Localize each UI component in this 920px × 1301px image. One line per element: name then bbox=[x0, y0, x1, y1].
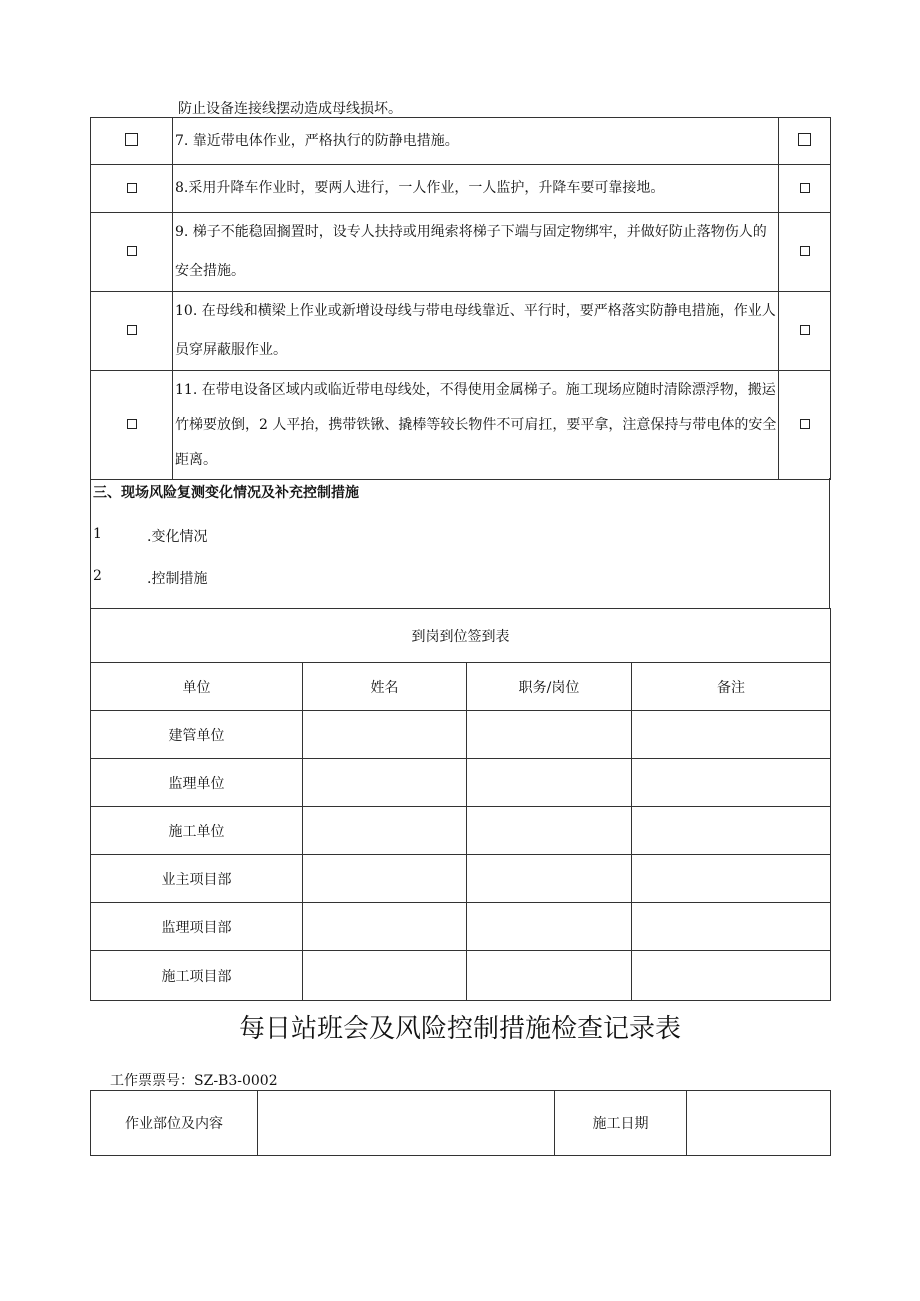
measure-row bbox=[91, 165, 831, 213]
ticket-label: 工作票票号： bbox=[110, 1073, 194, 1089]
measure-text: 7. 靠近带电体作业，严格执行的防静电措施。 bbox=[173, 118, 779, 165]
table-row bbox=[91, 759, 831, 807]
unit-cell: 业主项目部 bbox=[91, 855, 303, 903]
measure-text: 10. 在母线和横梁上作业或新增设母线与带电母线靠近、平行时，要严格落实防静电措施，作业人员穿屏蔽服作业。 bbox=[173, 292, 779, 371]
ticket-line bbox=[110, 1070, 278, 1090]
measure-row bbox=[91, 292, 831, 371]
table-row bbox=[91, 951, 831, 1001]
unit-cell: 监理单位 bbox=[91, 759, 303, 807]
checkbox[interactable] bbox=[127, 325, 137, 335]
table-row bbox=[91, 711, 831, 759]
measure-text: 11. 在带电设备区域内或临近带电母线处，不得使用金属梯子。施工现场应随时清除漂浮物，搬运竹梯要放倒，2 人平抬，携带铁锹、撬棒等较长物件不可肩扛，要平拿，注意保持与带电体的安全距离。 bbox=[173, 371, 779, 480]
checkbox[interactable] bbox=[127, 246, 137, 256]
work-field[interactable] bbox=[258, 1091, 555, 1156]
checkbox[interactable] bbox=[127, 419, 137, 429]
measure-row bbox=[91, 213, 831, 292]
table-row bbox=[91, 807, 831, 855]
unit-cell: 施工单位 bbox=[91, 807, 303, 855]
section3 bbox=[90, 478, 830, 609]
item-label: .控制措施 bbox=[147, 571, 208, 587]
item-label: .变化情况 bbox=[147, 529, 208, 545]
signin-title: 到岗到位签到表 bbox=[91, 609, 831, 663]
col-header: 职务/岗位 bbox=[467, 663, 632, 711]
unit-cell: 施工项目部 bbox=[91, 951, 303, 1001]
date-field[interactable] bbox=[687, 1091, 831, 1156]
unit-cell: 建管单位 bbox=[91, 711, 303, 759]
item-num: 2 bbox=[93, 568, 102, 584]
checkbox[interactable] bbox=[800, 325, 810, 335]
table-row bbox=[91, 903, 831, 951]
ticket-number: SZ-B3-0002 bbox=[194, 1073, 278, 1089]
checkbox[interactable] bbox=[800, 183, 810, 193]
measures-table bbox=[90, 117, 831, 480]
checkbox[interactable] bbox=[800, 419, 810, 429]
checkbox[interactable] bbox=[125, 133, 138, 146]
checkbox[interactable] bbox=[798, 133, 811, 146]
unit-cell: 监理项目部 bbox=[91, 903, 303, 951]
header-row bbox=[91, 663, 831, 711]
checkbox[interactable] bbox=[127, 183, 137, 193]
work-label: 作业部位及内容 bbox=[91, 1091, 258, 1156]
checkbox[interactable] bbox=[800, 246, 810, 256]
work-table bbox=[90, 1090, 831, 1156]
section3-title: 三、现场风险复测变化情况及补充控制措施 bbox=[93, 485, 359, 501]
col-header: 备注 bbox=[632, 663, 831, 711]
continued-text: 防止设备连接线摆动造成母线损坏。 bbox=[178, 101, 402, 117]
measure-text: 9. 梯子不能稳固搁置时，设专人扶持或用绳索将梯子下端与固定物绑牢，并做好防止落物伤人的安全措施。 bbox=[173, 213, 779, 292]
signin-table bbox=[90, 608, 831, 1001]
table-row bbox=[91, 855, 831, 903]
date-label: 施工日期 bbox=[555, 1091, 687, 1156]
measure-row bbox=[91, 118, 831, 165]
col-header: 姓名 bbox=[303, 663, 467, 711]
measure-row bbox=[91, 371, 831, 480]
col-header: 单位 bbox=[91, 663, 303, 711]
form-title: 每日站班会及风险控制措施检查记录表 bbox=[238, 1014, 681, 1044]
item-num: 1 bbox=[93, 526, 102, 542]
measure-text: 8.采用升降车作业时，要两人进行，一人作业，一人监护，升降车要可靠接地。 bbox=[173, 165, 779, 213]
